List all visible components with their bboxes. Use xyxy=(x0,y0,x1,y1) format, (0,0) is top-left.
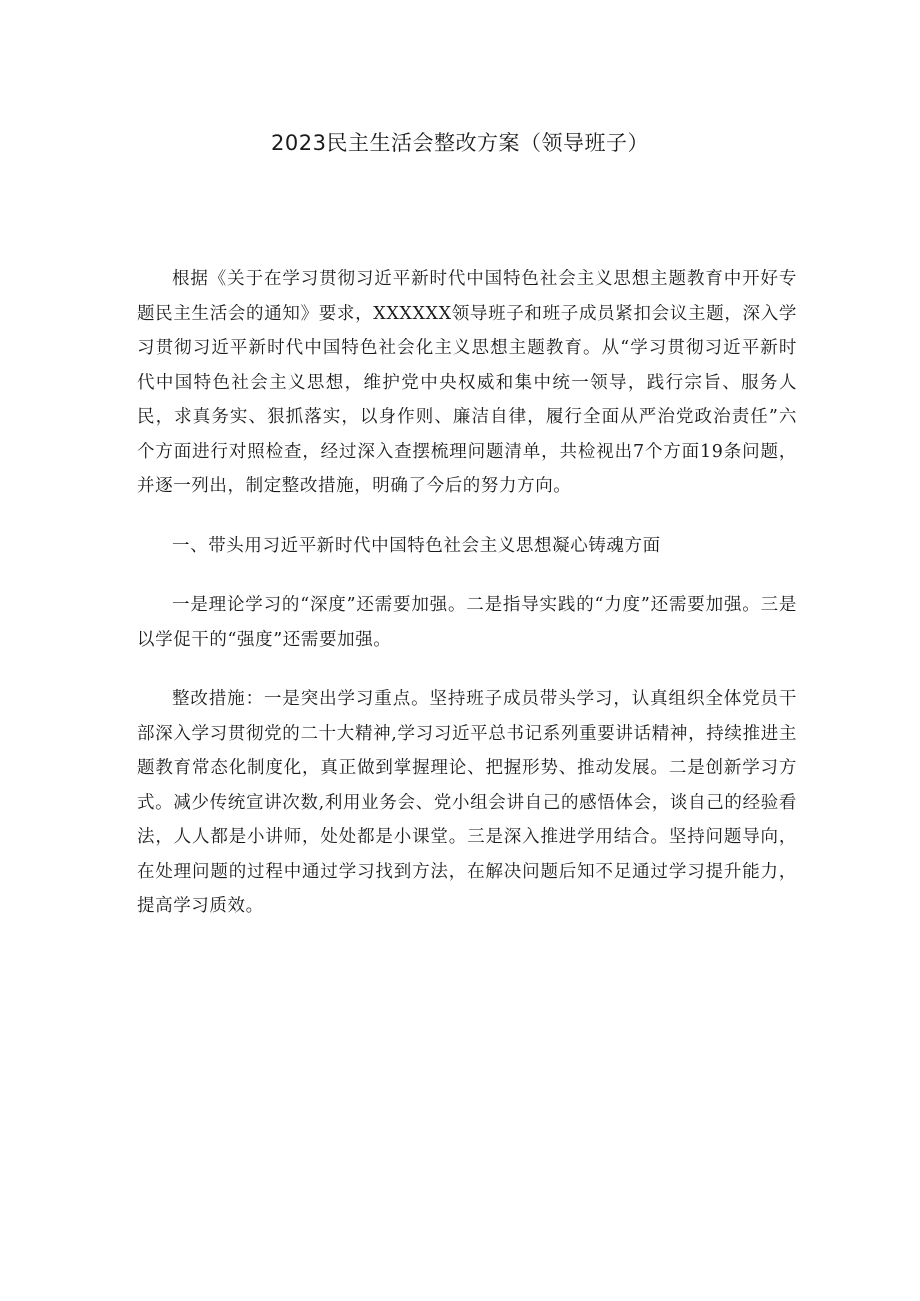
measures-paragraph: 整改措施：一是突出学习重点。坚持班子成员带头学习，认真组织全体党员干部深入学习贯彻党的二十大精神,学习习近平总书记系列重要讲话精神，持续推进主题教育常态化制度化，真正做到掌握理论、把握形势、推动发展。二是创新学习方式。减少传统宣讲次数,利用业务会、党小组会讲自己的感悟体会，谈自己的经验看法，人人都是小讲师，处处都是小课堂。三是深入推进学用结合。坚持问题导向，在处理问题的过程中通过学习找到方法，在解决问题后知不足通过学习提升能力，提高学习质效。 xyxy=(137,689,797,916)
document-title: 2023民主生活会整改方案（领导班子） xyxy=(271,131,649,155)
problems-paragraph: 一是理论学习的“深度”还需要加强。二是指导实践的“力度”还需要加强。三是以学促干的“强度”还需要加强。 xyxy=(137,595,797,650)
section-heading: 一、带头用习近平新时代中国特色社会主义思想凝心铸魂方面 xyxy=(172,535,661,556)
intro-paragraph: 根据《关于在学习贯彻习近平新时代中国特色社会主义思想主题教育中开好专题民主生活会的通知》要求，XXXXXX领导班子和班子成员紧扣会议主题，深入学习贯彻习近平新时代中国特色社会化主义思想主题教育。从“学习贯彻习近平新时代中国特色社会主义思想，维护党中央权威和集中统一领导，践行宗旨、服务人民，求真务实、狠抓落实，以身作则、廉洁自律，履行全面从严治党政治责任”六个方面进行对照检查，经过深入查摆梳理问题清单，共检视出7个方面19条问题，并逐一列出，制定整改措施，明确了今后的努力方向。 xyxy=(137,269,797,496)
document-body xyxy=(137,262,797,924)
